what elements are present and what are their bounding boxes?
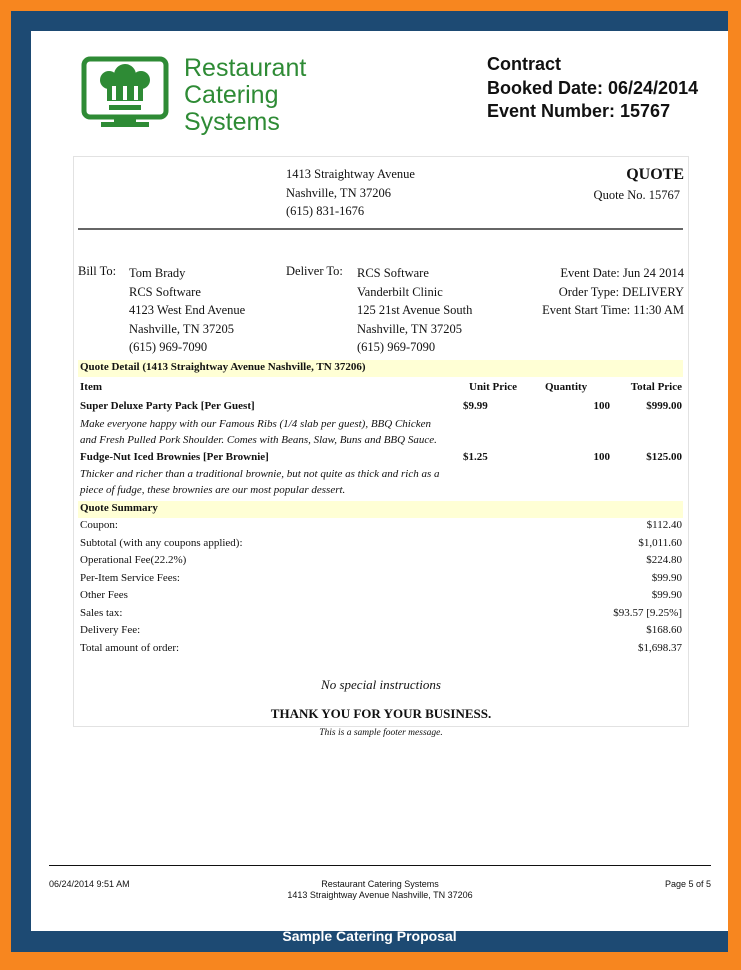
company-address-line: Nashville, TN 37206 — [286, 185, 391, 200]
item-name: Super Deluxe Party Pack [Per Guest] — [80, 400, 255, 412]
footer-company-address: 1413 Straightway Avenue Nashville, TN 37206 — [287, 890, 473, 900]
document-frame — [11, 11, 728, 952]
chef-hat-monitor-icon — [81, 56, 169, 128]
event-info — [542, 264, 684, 320]
event-number: Event Number: 15767 — [487, 101, 671, 121]
column-quantity: Quantity — [545, 381, 588, 393]
deliver-to-line: Vanderbilt Clinic — [357, 284, 443, 299]
logo-wordmark — [184, 55, 306, 136]
thank-you-message: THANK YOU FOR YOUR BUSINESS. — [270, 706, 492, 721]
summary-value: $1,011.60 — [638, 537, 682, 549]
logo-line: Catering — [184, 81, 279, 109]
item-quantity: 100 — [593, 400, 610, 412]
deliver-to-address — [357, 264, 472, 357]
logo-line: Restaurant — [184, 54, 307, 82]
quote-number: Quote No. 15767 — [593, 188, 680, 202]
quote-summary-heading: Quote Summary — [80, 502, 158, 514]
deliver-to-line: Nashville, TN 37205 — [357, 321, 462, 336]
summary-label: Coupon: — [80, 519, 118, 531]
quote-title: QUOTE — [626, 166, 684, 183]
summary-label: Sales tax: — [80, 607, 123, 619]
booked-date: Booked Date: 06/24/2014 — [487, 77, 699, 98]
proposal-banner: Sample Catering Proposal — [282, 928, 457, 944]
summary-value: $99.90 — [651, 572, 682, 584]
summary-label: Other Fees — [80, 589, 128, 601]
item-total: $999.00 — [646, 400, 682, 412]
company-phone: (615) 831-1676 — [286, 204, 365, 218]
summary-value: $224.80 — [646, 554, 682, 566]
special-instructions: No special instructions — [321, 677, 441, 692]
footer-company — [49, 879, 711, 901]
item-description: piece of fudge, these brownies are our most popular dessert. — [80, 484, 346, 496]
summary-label: Delivery Fee: — [80, 624, 141, 636]
bill-to-line: (615) 969-7090 — [129, 340, 208, 354]
footer-message: This is a sample footer message. — [319, 728, 443, 738]
bill-to-line: 4123 West End Avenue — [129, 303, 246, 317]
footer-page-number: Page 5 of 5 — [664, 879, 711, 889]
bill-to-line: Nashville, TN 37205 — [129, 321, 234, 336]
column-total-price: Total Price — [630, 381, 682, 393]
item-total: $125.00 — [646, 451, 682, 463]
deliver-to-line: RCS Software — [357, 266, 429, 280]
summary-label: Per-Item Service Fees: — [80, 572, 180, 584]
bill-to-address — [129, 264, 245, 357]
page-footer — [49, 865, 711, 900]
quote-detail-heading: Quote Detail (1413 Straightway Avenue Nashville, TN 37206) — [80, 361, 366, 373]
column-unit-price: Unit Price — [469, 381, 517, 393]
item-unit-price: $9.99 — [463, 400, 488, 412]
quote-detail-band — [78, 360, 683, 377]
summary-value: $168.60 — [646, 624, 682, 636]
order-type: Order Type: DELIVERY — [558, 284, 684, 299]
summary-value: $93.57 [9.25%] — [613, 607, 682, 619]
deliver-to-line: 125 21st Avenue South — [357, 303, 473, 317]
bill-to-line: RCS Software — [129, 284, 201, 299]
item-name: Fudge-Nut Iced Brownies [Per Brownie] — [80, 451, 269, 463]
summary-label: Operational Fee(22.2%) — [80, 554, 187, 566]
item-description: and Fresh Pulled Pork Shoulder. Comes with Beans, Slaw, Buns and BBQ Sauce. — [80, 434, 437, 446]
contract-title: Contract — [487, 54, 562, 74]
item-description: Thicker and richer than a traditional brownie, but not quite as thick and rich as a — [80, 468, 440, 480]
footer-company-name: Restaurant Catering Systems — [321, 879, 439, 889]
event-date: Event Date: Jun 24 2014 — [560, 266, 684, 280]
deliver-to-label: Deliver To: — [286, 264, 343, 278]
company-address-line: 1413 Straightway Avenue — [286, 167, 415, 181]
summary-label: Total amount of order: — [80, 642, 180, 654]
deliver-to-line: (615) 969-7090 — [357, 340, 436, 354]
quote-summary-band — [78, 501, 683, 518]
item-description: Make everyone happy with our Famous Ribs (1/4 slab per guest), BBQ Chicken — [80, 418, 432, 430]
divider — [78, 228, 683, 230]
company-address — [286, 165, 415, 221]
quote-document — [73, 156, 689, 738]
logo-line: Systems — [184, 108, 280, 136]
item-quantity: 100 — [593, 451, 610, 463]
column-item: Item — [80, 381, 102, 393]
item-unit-price: $1.25 — [463, 451, 488, 463]
summary-label: Subtotal (with any coupons applied): — [80, 537, 243, 549]
summary-value: $112.40 — [646, 519, 682, 531]
footer-datetime: 06/24/2014 9:51 AM — [49, 879, 130, 889]
bill-to-line: Tom Brady — [129, 266, 186, 280]
document-page — [31, 31, 728, 931]
event-start-time: Event Start Time: 11:30 AM — [542, 303, 684, 317]
summary-value: $99.90 — [651, 589, 682, 601]
bill-to-label: Bill To: — [78, 264, 117, 278]
contract-header — [487, 53, 698, 124]
summary-value: $1,698.37 — [638, 642, 682, 654]
